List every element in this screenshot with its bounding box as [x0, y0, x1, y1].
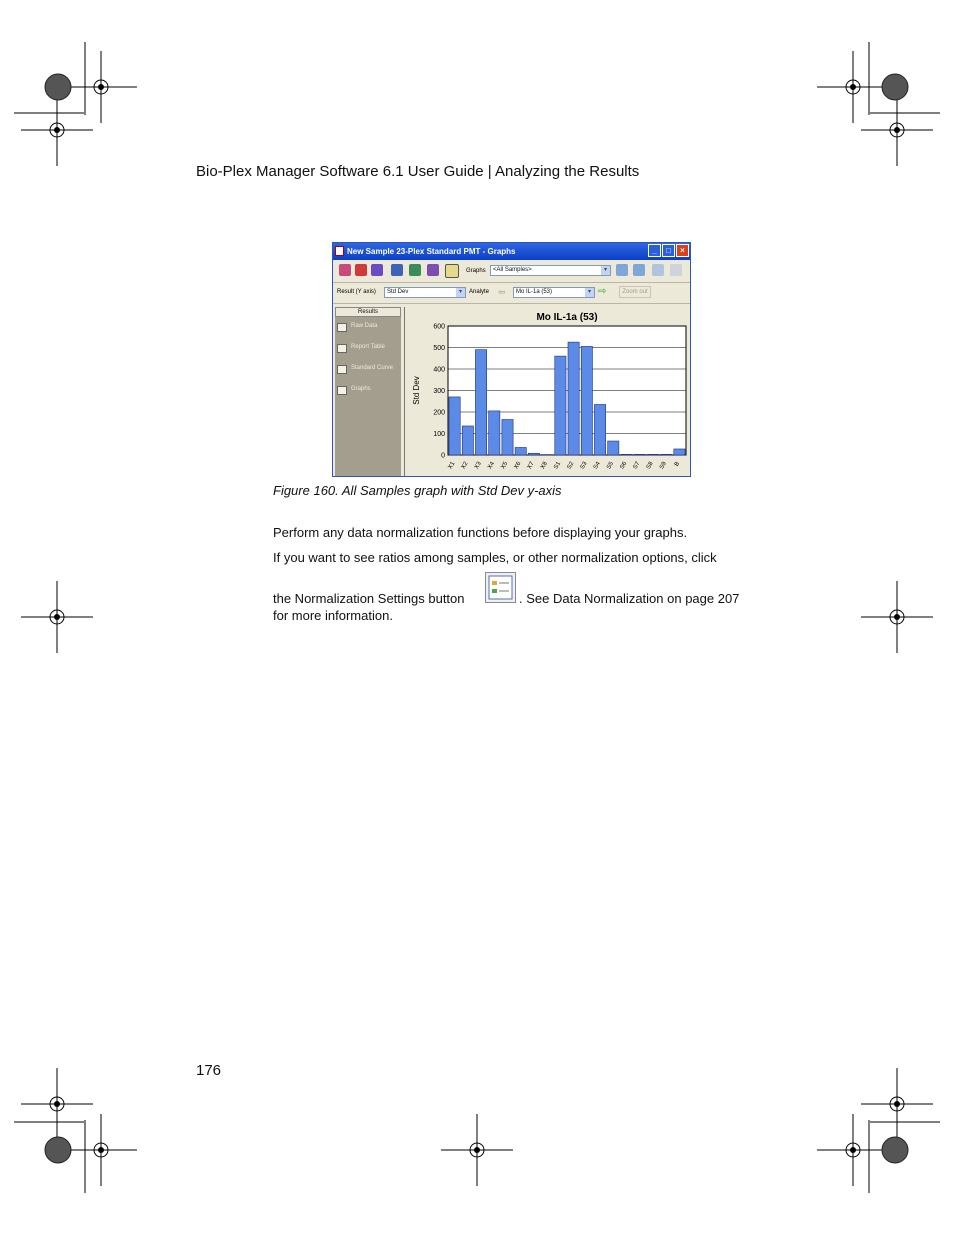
bar — [568, 342, 579, 455]
x-tick-label: S3 — [579, 461, 589, 471]
y-tick-label: 300 — [433, 388, 445, 395]
chart-icon[interactable] — [616, 264, 628, 276]
analysis-toolbar — [333, 283, 690, 304]
bar — [647, 454, 658, 455]
result-select-value: Std Dev — [387, 289, 409, 295]
sidebar-item-raw-data[interactable] — [335, 317, 401, 338]
x-tick-label: X3 — [473, 461, 483, 471]
export-icon[interactable] — [652, 264, 664, 276]
bar — [502, 420, 513, 455]
window-title: New Sample 23-Plex Standard PMT - Graphs — [347, 247, 516, 256]
bar — [489, 411, 500, 455]
bar — [581, 346, 592, 455]
x-tick-label: S5 — [606, 461, 616, 471]
x-tick-label: S2 — [566, 461, 576, 471]
chevron-down-icon: ▾ — [585, 288, 594, 297]
crosshair-mark — [861, 94, 933, 166]
star-target-mark — [45, 1137, 71, 1163]
y-tick-label: 600 — [433, 323, 445, 331]
curve-icon — [337, 365, 347, 374]
plate-icon[interactable] — [371, 264, 383, 276]
bar — [462, 426, 473, 455]
x-tick-label: X1 — [447, 461, 457, 471]
results-sidebar — [335, 307, 401, 476]
x-tick-label: X7 — [526, 461, 536, 471]
analyte-label: Analyte — [469, 289, 490, 295]
bar — [449, 397, 460, 455]
y-tick-label: 400 — [433, 366, 445, 374]
bar — [555, 356, 566, 455]
results-tab[interactable]: Results — [335, 307, 401, 317]
crosshair-mark — [21, 581, 93, 653]
x-tick-label: S7 — [632, 461, 642, 471]
window-titlebar — [333, 243, 690, 260]
result-select[interactable] — [384, 287, 466, 298]
crosshair-mark — [21, 94, 93, 166]
sidebar-item-label: Raw Data — [351, 323, 378, 329]
crosshair-mark — [65, 1114, 137, 1186]
controls-icon[interactable] — [409, 264, 421, 276]
crosshair-mark — [65, 51, 137, 123]
sidebar-item-standard-curve[interactable] — [335, 359, 401, 380]
bar — [621, 454, 632, 455]
analyte-select[interactable] — [513, 287, 595, 298]
crosshair-mark — [861, 581, 933, 653]
bar — [661, 454, 672, 455]
chevron-down-icon: ▾ — [601, 266, 610, 275]
close-button[interactable]: × — [676, 244, 689, 257]
y-axis-label: Std Dev — [412, 376, 421, 405]
print-icon[interactable] — [670, 264, 682, 276]
bar-chart-icon — [337, 386, 347, 395]
paragraph-1: Perform any data normalization functions before displaying your graphs. — [273, 525, 688, 540]
crosshair-mark — [21, 1068, 93, 1140]
star-target-mark — [882, 1137, 908, 1163]
graphs-window — [332, 242, 691, 477]
sidebar-item-label: Graphs — [351, 386, 371, 392]
raw-data-icon — [337, 323, 347, 332]
x-tick-label: X2 — [460, 461, 470, 471]
paragraph-2-line-2b: . See Data Normalization on page 207 — [519, 591, 740, 606]
normalization-settings-icon[interactable] — [445, 264, 459, 278]
chart-options-icon[interactable] — [633, 264, 645, 276]
star-target-mark — [45, 74, 71, 100]
previous-arrow-icon[interactable]: ⇦ — [498, 287, 506, 297]
x-tick-label: X8 — [540, 461, 549, 471]
bar — [674, 449, 685, 455]
bar — [594, 404, 605, 455]
x-tick-label: S8 — [645, 461, 655, 471]
unknowns-icon[interactable] — [427, 264, 439, 276]
bar — [528, 453, 539, 455]
sidebar-item-graphs[interactable] — [335, 380, 401, 401]
chart-panel — [404, 307, 691, 476]
sidebar-item-label: Standard Curve — [351, 365, 394, 371]
paragraph-2-line-1: If you want to see ratios among samples, or other normalization options, click — [273, 550, 717, 565]
crosshair-mark — [817, 51, 889, 123]
y-tick-label: 500 — [433, 345, 445, 352]
crosshair-mark — [817, 1114, 889, 1186]
x-tick-label: X6 — [513, 461, 523, 471]
graphs-select[interactable] — [490, 265, 611, 276]
main-toolbar — [333, 260, 690, 283]
sidebar-item-label: Report Table — [351, 344, 385, 350]
protocol-icon[interactable] — [339, 264, 351, 276]
analyte-select-value: Mo IL-1a (53) — [516, 289, 553, 295]
x-tick-label: S6 — [619, 461, 629, 471]
normalization-settings-icon — [485, 572, 516, 603]
chart-title: Mo IL-1a (53) — [536, 312, 598, 323]
sidebar-item-report-table[interactable] — [335, 338, 401, 359]
x-tick-label: X5 — [500, 461, 510, 471]
zoom-out-button[interactable]: Zoom out — [619, 286, 651, 298]
crosshair-mark — [441, 1114, 513, 1186]
bar-chart — [405, 307, 691, 476]
bar — [634, 454, 645, 455]
page-header: Bio-Plex Manager Software 6.1 User Guide | Analyzing the Results — [196, 163, 640, 180]
y-tick-label: 100 — [433, 431, 445, 438]
figure-caption: Figure 160. All Samples graph with Std Dev y-axis — [273, 483, 562, 498]
bar — [515, 447, 526, 455]
graphs-label: Graphs — [466, 268, 486, 274]
star-target-mark — [882, 74, 908, 100]
graphs-select-value: <All Samples> — [493, 267, 532, 273]
paragraph-2-line-2a: the Normalization Settings button — [273, 591, 465, 606]
y-tick-label: 200 — [433, 409, 445, 417]
chevron-down-icon: ▾ — [456, 288, 465, 297]
bar — [475, 350, 486, 455]
next-arrow-icon[interactable]: ⇨ — [598, 286, 607, 297]
x-tick-label: S9 — [659, 461, 668, 471]
table-icon — [337, 344, 347, 353]
result-label: Result (Y axis) — [337, 289, 376, 295]
x-tick-label: B — [673, 461, 682, 468]
x-tick-label: X4 — [487, 461, 497, 471]
crosshair-mark — [861, 1068, 933, 1140]
y-tick-label: 0 — [441, 452, 445, 460]
samples-icon[interactable] — [355, 264, 367, 276]
x-tick-label: S1 — [553, 461, 563, 471]
minimize-button[interactable]: _ — [648, 244, 661, 257]
x-tick-label: S4 — [592, 461, 602, 471]
paragraph-2-line-3: for more information. — [273, 608, 393, 623]
maximize-button[interactable]: □ — [662, 244, 675, 257]
page-number: 176 — [196, 1062, 222, 1079]
standards-icon[interactable] — [391, 264, 403, 276]
app-icon — [335, 246, 344, 256]
bar — [608, 441, 619, 455]
